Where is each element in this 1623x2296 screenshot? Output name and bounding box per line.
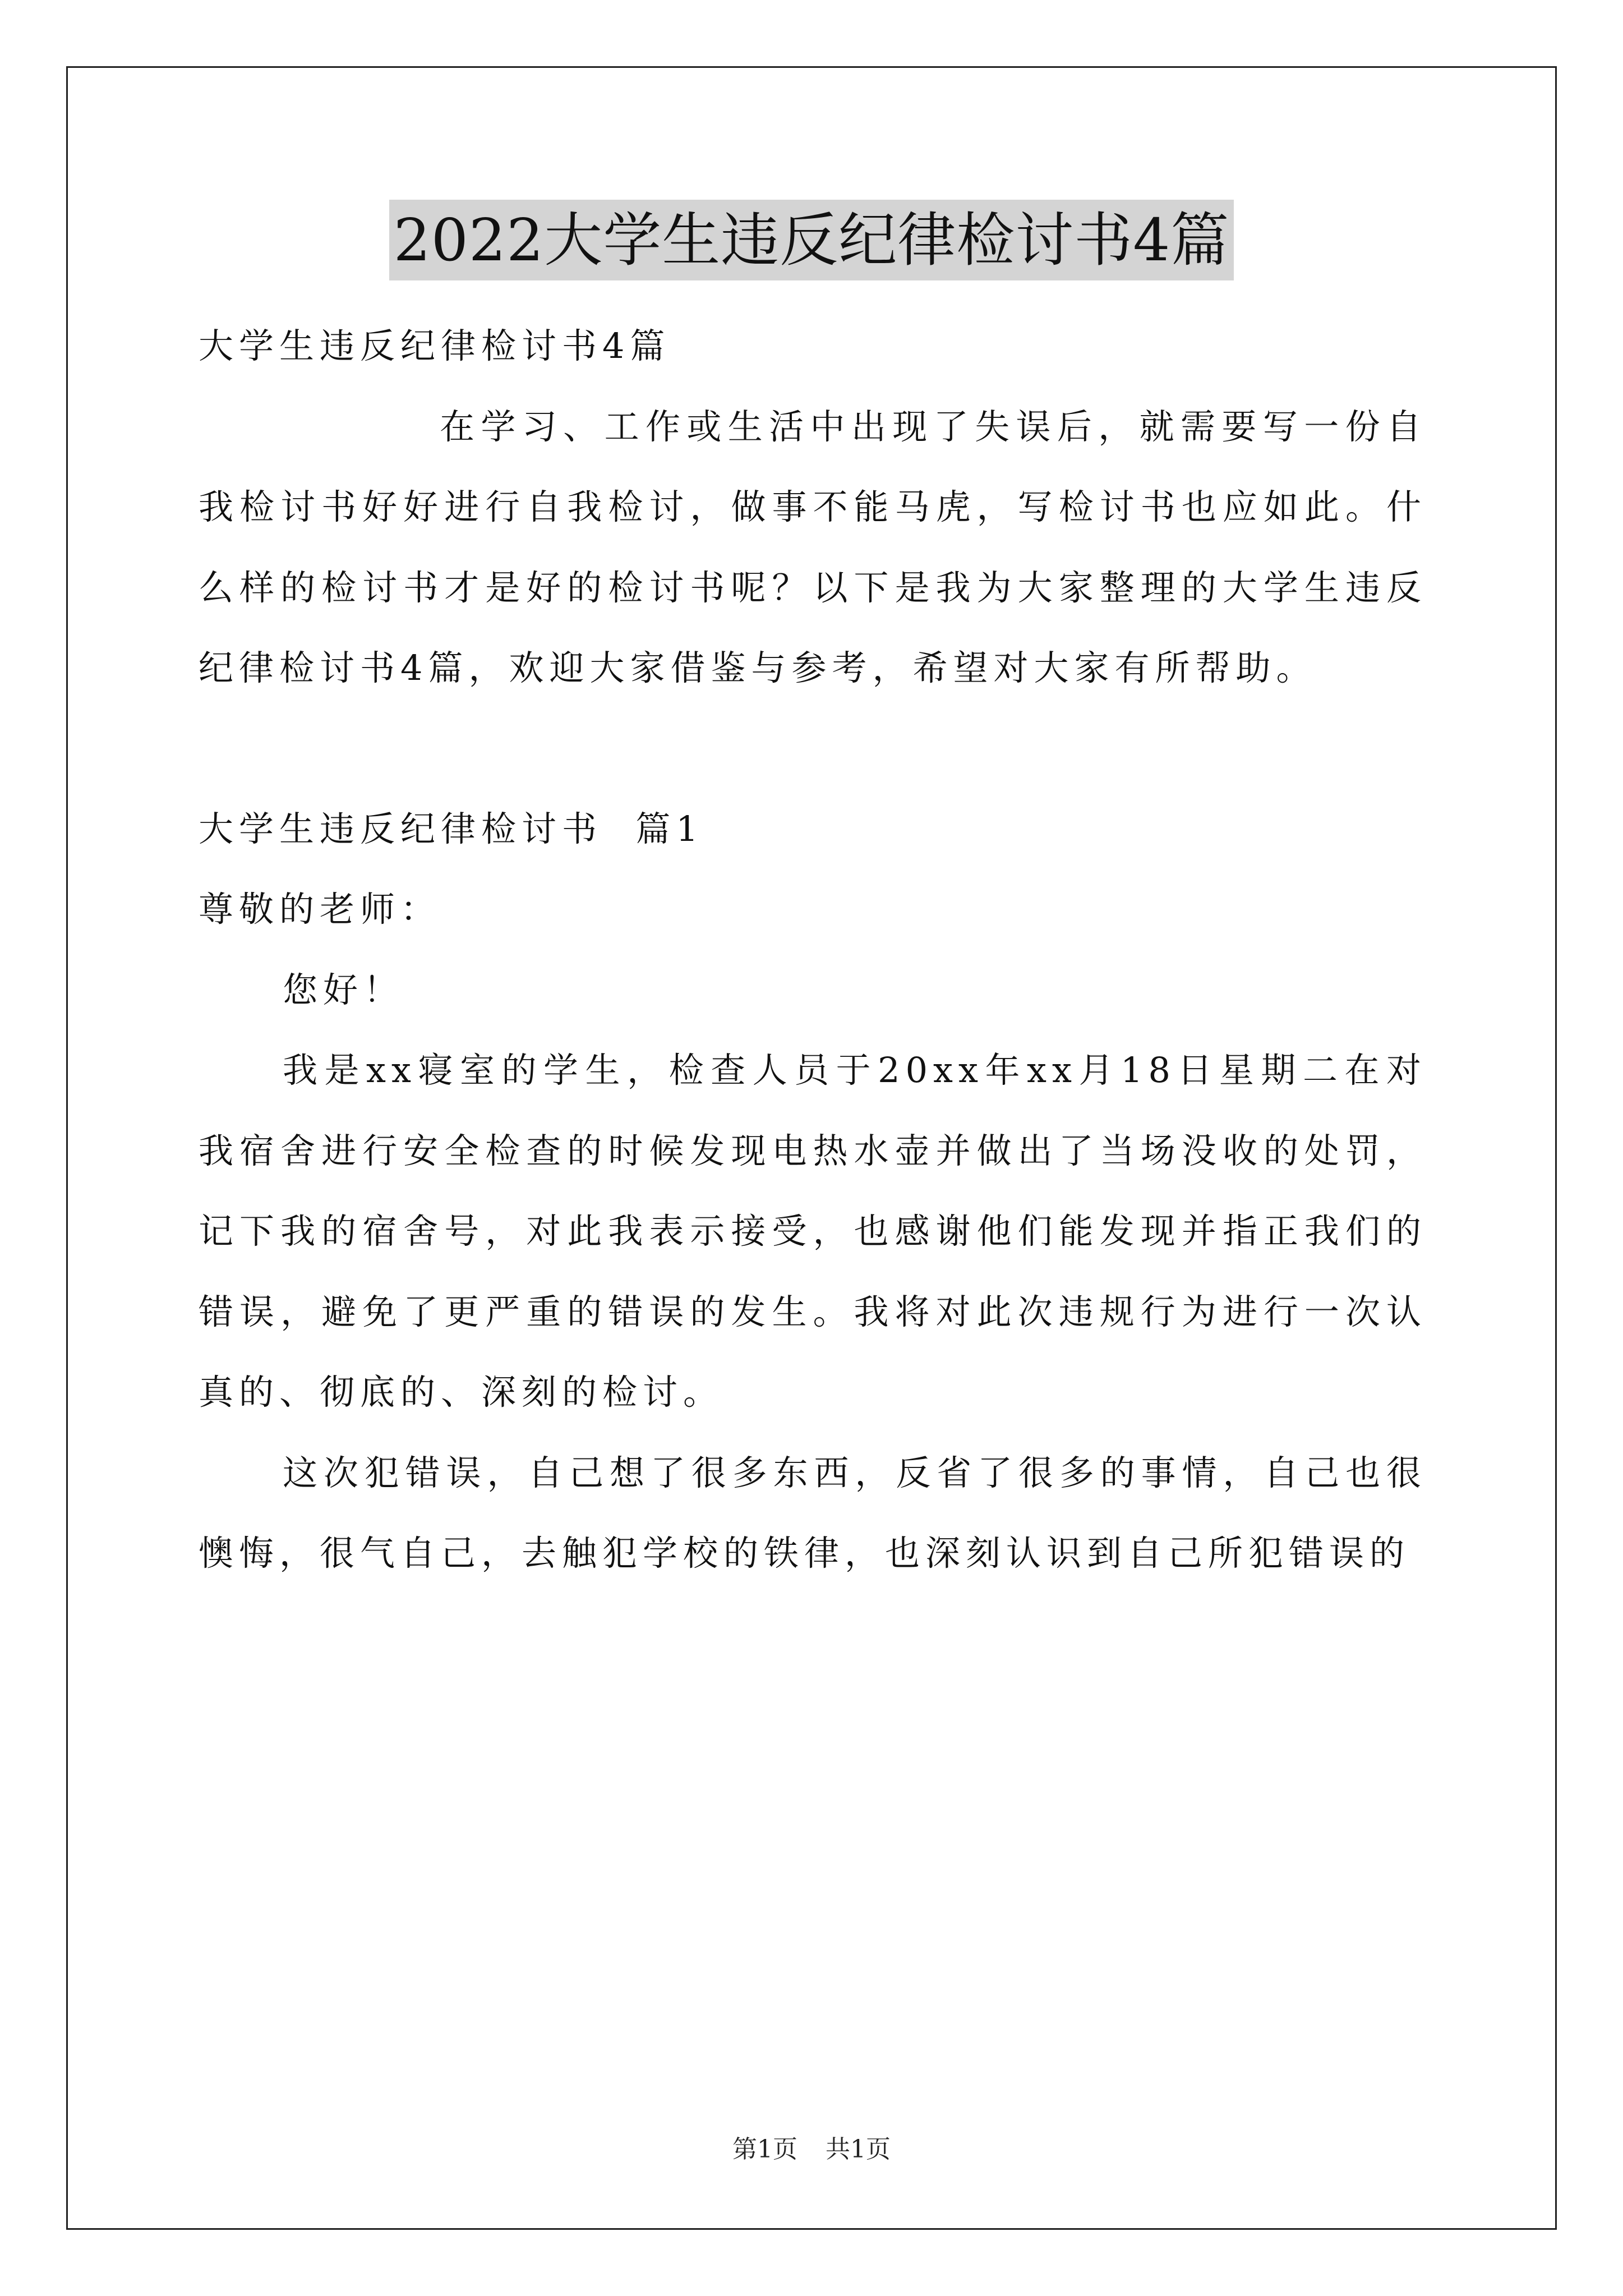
page-footer [0,2133,1623,2166]
document-body [199,306,1427,1594]
page-number-total: 共1页 [826,2135,891,2164]
section-heading: 大学生违反纪律检讨书 篇1 [199,808,704,849]
page-number-current: 第1页 [732,2135,797,2164]
body-paragraph: 我是xx寝室的学生，检查人员于20xx年xx月18日星期二在对我宿舍进行安全检查的时候发现电热水壶并做出了当场没收的处罚，记下我的宿舍号，对此我表示接受，也感谢他们能发现并指正我们的错误，避免了更严重的错误的发生。我将对此次违规行为进行一次认真的、彻底的、深刻的检讨。 [199,1050,1427,1412]
body-paragraph: 这次犯错误，自己想了很多东西，反省了很多的事情，自己也很懊悔，很气自己，去触犯学校的铁律，也深刻认识到自己所犯错误的 [199,1452,1427,1573]
intro-paragraph: 在学习、工作或生活中出现了失误后，就需要写一份自我检讨书好好进行自我检讨，做事不能马虎，写检讨书也应如此。什么样的检讨书才是好的检讨书呢？以下是我为大家整理的大学生违反纪律检讨书4篇，欢迎大家借鉴与参考，希望对大家有所帮助。 [199,406,1427,688]
document-subtitle: 大学生违反纪律检讨书4篇 [199,325,671,366]
salutation: 尊敬的老师： [199,889,441,930]
title-container [0,200,1623,280]
document-title: 2022大学生违反纪律检讨书4篇 [389,200,1234,280]
greeting: 您好！ [283,969,404,1010]
